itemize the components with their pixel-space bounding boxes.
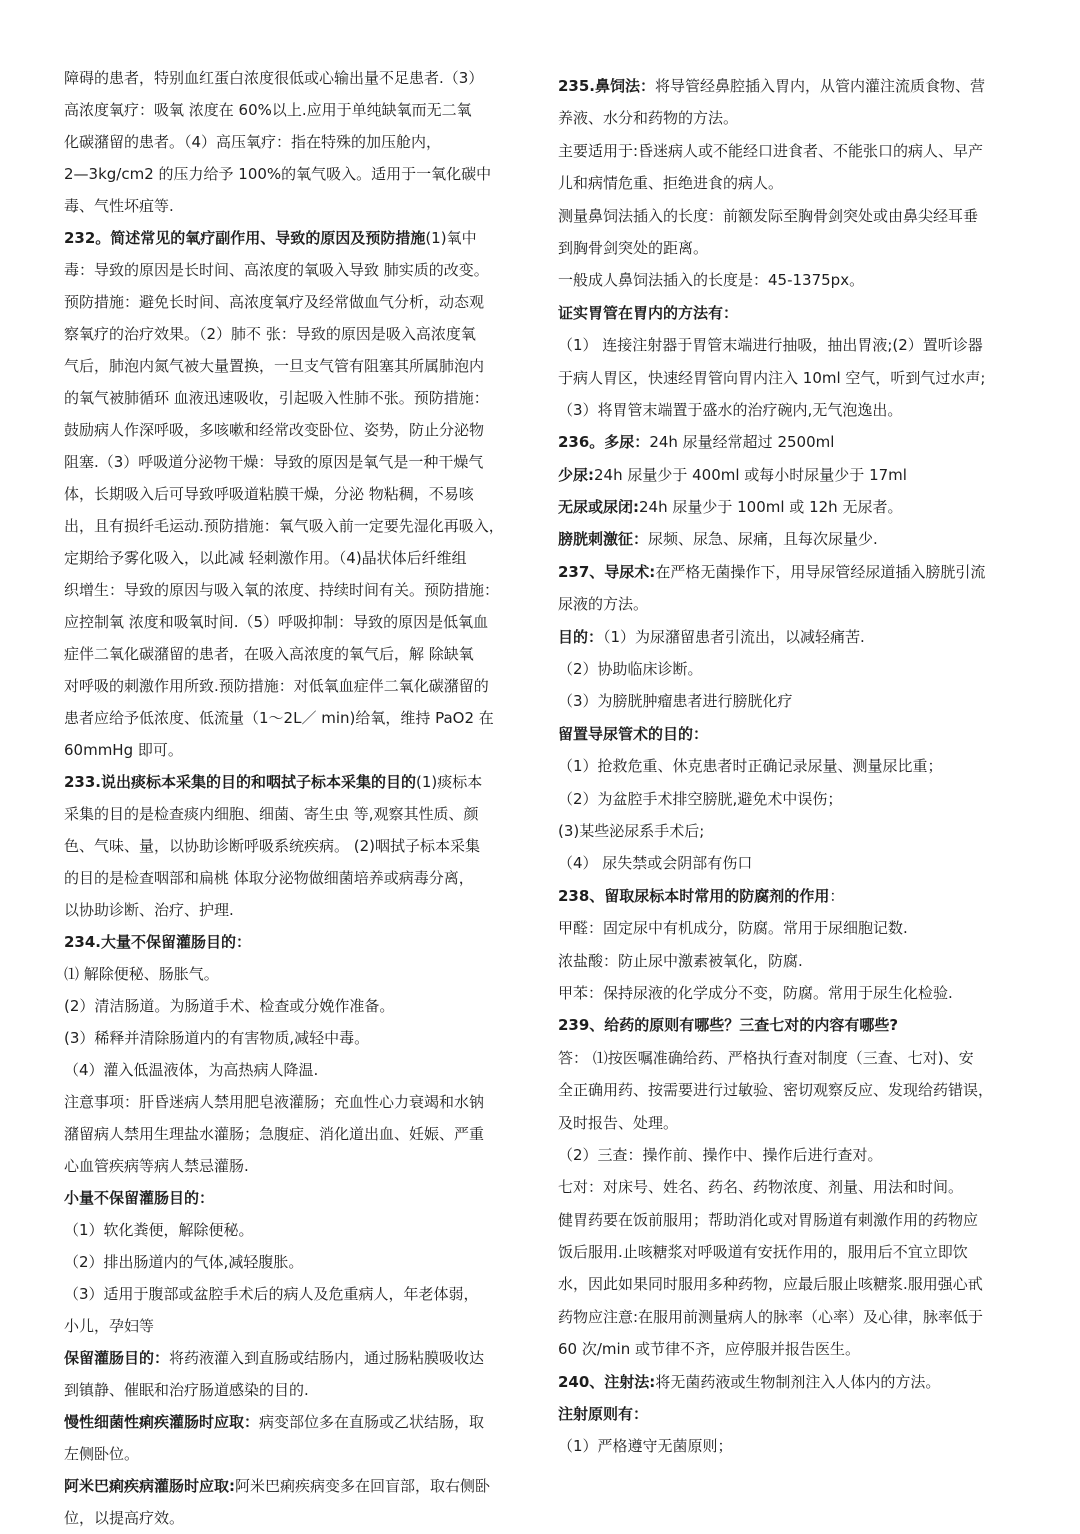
retention-label: 保留灌肠目的： (64, 1349, 170, 1367)
purpose-label: 目的： (558, 627, 604, 646)
q234-section (64, 926, 524, 1182)
purpose-first: （1）为尿潴留患者引流出，以减轻痛苦. (603, 627, 865, 646)
list-item: （2）协助临床诊断。 (558, 660, 703, 679)
q236-text: 24h 尿量经常超过 2500ml (649, 433, 835, 452)
q238-heading-line (558, 880, 1020, 912)
q235-heading-line (558, 70, 1020, 102)
q236-section (558, 426, 1020, 556)
left-column (64, 62, 524, 1534)
text-line: 心血管疾病等病人禁忌灌肠. (64, 1157, 249, 1175)
bacillary-section (64, 1406, 524, 1470)
text-line: 潴留病人禁用生理盐水灌肠；急腹症、消化道出血、妊娠、严重 (64, 1125, 485, 1143)
q233-heading-line (64, 766, 524, 798)
text-line: 七对：对床号、姓名、药名、药物浓度、剂量、用法和时间。 (558, 1178, 964, 1197)
list-item: （2）为盆腔手术排空膀胱,避免术中误伤； (558, 789, 843, 808)
q240-label: 240、注射法: (558, 1372, 656, 1391)
text-line: 主要适用于:昏迷病人或不能经口进食者、不能张口的病人、早产 (558, 141, 984, 160)
list-item: 小儿，孕妇等 (64, 1317, 155, 1335)
text-line: 位，以提高疗效。 (64, 1509, 185, 1527)
retention-enema-section (64, 1342, 524, 1406)
q237-label: 237、导尿术: (558, 562, 656, 581)
q233-title: 233.说出痰标本采集的目的和咽拭子标本采集的目的 (64, 773, 417, 791)
text-line: 2—3kg/cm2 的压力给予 100%的氧气吸入。适用于一氧化碳中 (64, 165, 492, 183)
text-line: 答： ⑴按医嘱准确给药、严格执行查对制度（三查、七对)、安 (558, 1048, 974, 1067)
list-item: （2）排出肠道内的气体,减轻腹胀。 (64, 1253, 304, 1271)
list-item: （4） 尿失禁或会阴部有伤口 (558, 854, 753, 873)
q232-heading-line (64, 222, 524, 254)
bladder-label: 膀胱刺激征： (558, 530, 649, 549)
text-line: 全正确用药、按需要进行过敏验、密切观察反应、发现给药错误， (558, 1081, 994, 1100)
q235-section (558, 70, 1020, 297)
text-line: 及时报告、处理。 (558, 1113, 679, 1132)
q233-first-tail: (1)痰标本 (416, 773, 483, 791)
text-line: 60mmHg 即可。 (64, 741, 183, 759)
text-line: 以协助诊断、治疗、护理. (64, 901, 234, 919)
right-column (558, 70, 1020, 1463)
text-line: 预防措施：避免长时间、高浓度氧疗及经常做血气分析，动态观 (64, 293, 485, 311)
oliguria-label: 少尿: (558, 465, 594, 484)
retention-text: 将药液灌入到直肠或结肠内，通过肠粘膜吸收达 (169, 1349, 485, 1367)
list-item: （3）为膀胱肿瘤患者进行膀胱化疗 (558, 692, 793, 711)
oliguria-text: 24h 尿量少于 400ml 或每小时尿量少于 17ml (594, 465, 907, 484)
q237-text: 在严格无菌操作下，用导尿管经尿道插入膀胱引流 (655, 562, 986, 581)
indwelling-title: 留置导尿管术的目的： (558, 724, 709, 743)
q236-line (558, 426, 1020, 458)
q238-section (558, 880, 1020, 1010)
text-line: 到镇静、催眠和治疗肠道感染的目的. (64, 1381, 309, 1399)
text-line: 对呼吸的刺激作用所致.预防措施：对低氧血症伴二氧化碳潴留的 (64, 677, 489, 695)
q240-section (558, 1366, 1020, 1463)
q232-first-tail: (1)氧中 (425, 229, 477, 247)
q238-colon: ： (829, 886, 845, 905)
text-line: 高浓度氧疗：吸氧 浓度在 60%以上.应用于单纯缺氧而无二氧 (64, 101, 472, 119)
text-line: 体，长期吸入后可导致呼吸道粘膜干燥，分泌 物粘稠，不易咳 (64, 485, 474, 503)
text-line: （2）三查：操作前、操作中、操作后进行查对。 (558, 1145, 883, 1164)
text-line: 养液、水分和药物的方法。 (558, 109, 739, 128)
q237-section (558, 556, 1020, 718)
small-enema-title: 小量不保留灌肠目的： (64, 1189, 215, 1207)
q232-title: 232。简述常见的氧疗副作用、导致的原因及预防措施 (64, 229, 426, 247)
list-item: 甲醛：固定尿中有机成分，防腐。常用于尿细胞记数. (558, 919, 908, 938)
text-line: 障碍的患者，特别血红蛋白浓度很低或心输出量不足患者.（3） (64, 69, 484, 87)
text-line: 的目的是检查咽部和扁桃 体取分泌物做细菌培养或病毒分离， (64, 869, 474, 887)
text-line: 药物应注意:在服用前测量病人的脉率（心率）及心律，脉率低于 (558, 1307, 984, 1326)
text-line: 出，且有损纤毛运动.预防措施：氧气吸入前一定要先湿化再吸入， (64, 517, 504, 535)
list-item: （4）灌入低温液体，为高热病人降温. (64, 1061, 319, 1079)
text-line: 患者应给予低浓度、低流量（1～2L／ min)给氧，维持 PaO2 在 (64, 709, 494, 727)
text-line: 测量鼻饲法插入的长度：前额发际至胸骨剑突处或由鼻尖经耳垂 (558, 206, 979, 225)
text-line: 鼓励病人作深呼吸，多咳嗽和经常改变卧位、姿势，防止分泌物 (64, 421, 485, 439)
list-item: 浓盐酸：防止尿中激素被氧化，防腐. (558, 951, 803, 970)
text-line: 60 次/min 或节律不齐，应停服并报告医生。 (558, 1340, 860, 1359)
anuria-label: 无尿或尿闭: (558, 498, 639, 517)
bladder-line (558, 523, 1020, 555)
anuria-text: 24h 尿量少于 100ml 或 12h 无尿者。 (639, 498, 903, 517)
q239-title: 239、给药的原则有哪些？三查七对的内容有哪些? (558, 1016, 899, 1035)
q239-section (558, 1009, 1020, 1365)
stomach-title: 证实胃管在胃内的方法有： (558, 303, 739, 322)
q236-label: 236。多尿： (558, 433, 650, 452)
list-item: ⑴ 解除便秘、肠胀气。 (64, 965, 219, 983)
text-line: 于病人胃区，快速经胃管向胃内注入 10ml 空气，听到气过水声; (558, 368, 986, 387)
bacillary-label: 慢性细菌性痢疾灌肠时应取： (64, 1413, 260, 1431)
text-line: 定期给予雾化吸入，以此减 轻刺激作用。（4)晶状体后纤维组 (64, 549, 467, 567)
text-line: （1） 连接注射器于胃管末端进行抽吸，抽出胃液;(2）置听诊器 (558, 336, 983, 355)
q235-text: 将导管经鼻腔插入胃内，从管内灌注流质食物、营 (655, 77, 986, 95)
amoebic-section (64, 1470, 524, 1534)
q235-label: 235.鼻饲法： (558, 77, 656, 95)
oliguria-line (558, 459, 1020, 491)
retention-line (64, 1342, 524, 1374)
amoebic-text: 阿米巴痢疾病变多在回盲部，取右侧卧 (235, 1477, 491, 1495)
stomach-tube-section (558, 297, 1020, 427)
inject-title: 注射原则有： (558, 1405, 649, 1424)
text-line: 织增生：导致的原因与吸入氧的浓度、持续时间有关。预防措施： (64, 581, 500, 599)
text-line: 饭后服用.止咳糖浆对呼吸道有安抚作用的，服用后不宜立即饮 (558, 1243, 968, 1262)
q232-section (64, 222, 524, 766)
text-line: 症伴二氧化碳潴留的患者，在吸入高浓度的氧气后，解 除缺氧 (64, 645, 474, 663)
q237-line (558, 556, 1020, 588)
text-line: （3）将胃管末端置于盛水的治疗碗内,无气泡逸出。 (558, 400, 903, 419)
list-item: （1）软化粪便，解除便秘。 (64, 1221, 254, 1239)
text-line: 应控制氧 浓度和吸氧时间.（5）呼吸抑制：导致的原因是低氧血 (64, 613, 489, 631)
purpose-line (558, 621, 1020, 653)
text-line: 注意事项：肝昏迷病人禁用肥皂液灌肠；充血性心力衰竭和水钠 (64, 1093, 485, 1111)
small-enema-section (64, 1182, 524, 1342)
list-item: （1）严格遵守无菌原则； (558, 1437, 733, 1456)
q240-line (558, 1366, 1020, 1398)
amoebic-line (64, 1470, 524, 1502)
text-line: 一般成人鼻饲法插入的长度是：45-1375px。 (558, 271, 865, 290)
text-line: 左侧卧位。 (64, 1445, 140, 1463)
indwelling-section (558, 718, 1020, 880)
text-line: 毒、气性坏疽等. (64, 197, 174, 215)
bladder-text: 尿频、尿急、尿痛，且每次尿量少. (648, 530, 878, 549)
text-line: 健胃药要在饭前服用；帮助消化或对胃肠道有刺激作用的药物应 (558, 1210, 979, 1229)
q231-tail (64, 62, 524, 222)
text-line: 的氧气被肺循环 血液迅速吸收，引起吸入性肺不张。预防措施： (64, 389, 489, 407)
list-item: （3）适用于腹部或盆腔手术后的病人及危重病人，年老体弱， (64, 1285, 479, 1303)
text-line: 水，因此如果同时服用多种药物，应最后服止咳糖浆.服用强心甙 (558, 1275, 983, 1294)
list-item: (3)某些泌尿系手术后; (558, 821, 705, 840)
list-item: (2）清洁肠道。为肠道手术、检查或分娩作准备。 (64, 997, 395, 1015)
list-item: 甲苯：保持尿液的化学成分不变，防腐。常用于尿生化检验. (558, 983, 953, 1002)
text-line: 毒：导致的原因是长时间、高浓度的氧吸入导致 肺实质的改变。 (64, 261, 489, 279)
text-line: 阻塞.（3）呼吸道分泌物干燥：导致的原因是氧气是一种干燥气 (64, 453, 484, 471)
anuria-line (558, 491, 1020, 523)
text-line: 色、气味、量，以协助诊断呼吸系统疾病。 (2)咽拭子标本采集 (64, 837, 481, 855)
q238-title: 238、留取尿标本时常用的防腐剂的作用 (558, 886, 830, 905)
text-line: 儿和病情危重、拒绝进食的病人。 (558, 174, 784, 193)
text-line: 到胸骨剑突处的距离。 (558, 238, 709, 257)
text-line: 采集的目的是检查痰内细胞、细菌、寄生虫 等,观察其性质、颜 (64, 805, 479, 823)
list-item: (3）稀释并清除肠道内的有害物质,减轻中毒。 (64, 1029, 370, 1047)
q240-text: 将无菌药液或生物制剂注入人体内的方法。 (655, 1372, 941, 1391)
text-line: 尿液的方法。 (558, 595, 649, 614)
q233-section (64, 766, 524, 926)
q234-title: 234.大量不保留灌肠目的： (64, 933, 252, 951)
amoebic-label: 阿米巴痢疾病灌肠时应取: (64, 1477, 235, 1495)
bacillary-text: 病变部位多在直肠或乙状结肠，取 (259, 1413, 485, 1431)
text-line: 化碳潴留的患者。（4）高压氧疗：指在特殊的加压舱内， (64, 133, 442, 151)
list-item: （1）抢救危重、休克患者时正确记录尿量、测量尿比重； (558, 757, 943, 776)
bacillary-line (64, 1406, 524, 1438)
text-line: 察氧疗的治疗效果。（2）肺不 张：导致的原因是吸入高浓度氧 (64, 325, 476, 343)
text-line: 气后，肺泡内氮气被大量置换，一旦支气管有阻塞其所属肺泡内 (64, 357, 485, 375)
